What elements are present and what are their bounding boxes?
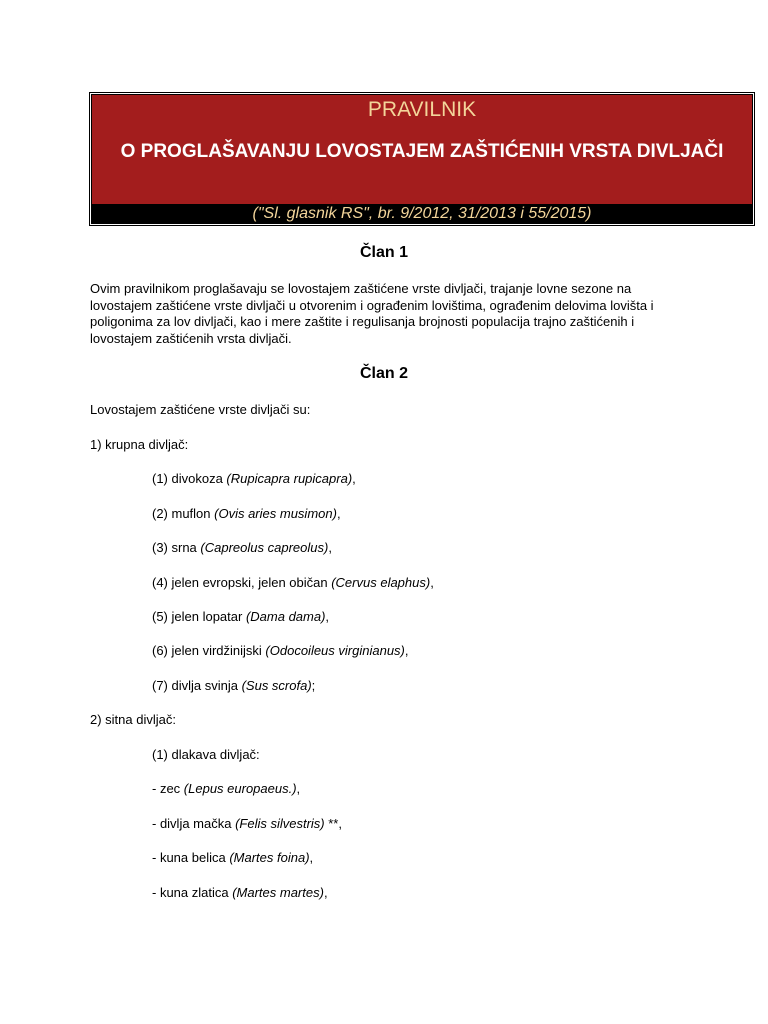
list-item: (2) muflon (Ovis aries musimon), <box>152 506 341 521</box>
list-item: - zec (Lepus europaeus.), <box>152 781 301 796</box>
list-item: (4) jelen evropski, jelen običan (Cervus elaphus), <box>152 575 434 590</box>
document-title: PRAVILNIK <box>367 98 477 121</box>
list-item: (7) divlja svinja (Sus scrofa); <box>152 678 316 693</box>
subgroup-furred-game: (1) dlakava divljač: <box>152 747 260 762</box>
group-large-game: 1) krupna divljač: <box>90 437 189 452</box>
list-item: (6) jelen virdžinijski (Odocoileus virginianus), <box>152 643 409 658</box>
list-item: (5) jelen lopatar (Dama dama), <box>152 609 330 624</box>
group-small-game: 2) sitna divljač: <box>90 712 176 727</box>
list-item: - kuna zlatica (Martes martes), <box>152 885 328 900</box>
source-band <box>92 204 752 223</box>
header-box <box>91 94 753 224</box>
article-2-heading: Član 2 <box>359 365 408 382</box>
article-1-heading: Član 1 <box>359 244 408 261</box>
list-item: - kuna belica (Martes foina), <box>152 850 314 865</box>
list-item: - divlja mačka (Felis silvestris) **, <box>152 816 342 831</box>
article-1-text: Ovim pravilnikom proglašavaju se lovostajem zaštićene vrste divljači, trajanje lovne sezone na lovostajem zaštićene vrste divljači u otvorenim i ograđenim lovištima, ograđenim delovima lovišta i poligonima za lov divljači, kao i mere zaštite i regulisanja brojnosti populacija trajno zaštićenih i lovostajem zaštićenih vrsta divljači. <box>90 281 654 346</box>
list-item: (3) srna (Capreolus capreolus), <box>152 540 332 555</box>
list-item: (1) divokoza (Rupicapra rupicapra), <box>152 471 356 486</box>
article-2-intro: Lovostajem zaštićene vrste divljači su: <box>90 402 311 417</box>
document-subtitle: O PROGLAŠAVANJU LOVOSTAJEM ZAŠTIĆENIH VRSTA DIVLJAČI <box>120 141 724 162</box>
gazette-source: ("Sl. glasnik RS", br. 9/2012, 31/2013 i 55/2015) <box>252 205 592 222</box>
